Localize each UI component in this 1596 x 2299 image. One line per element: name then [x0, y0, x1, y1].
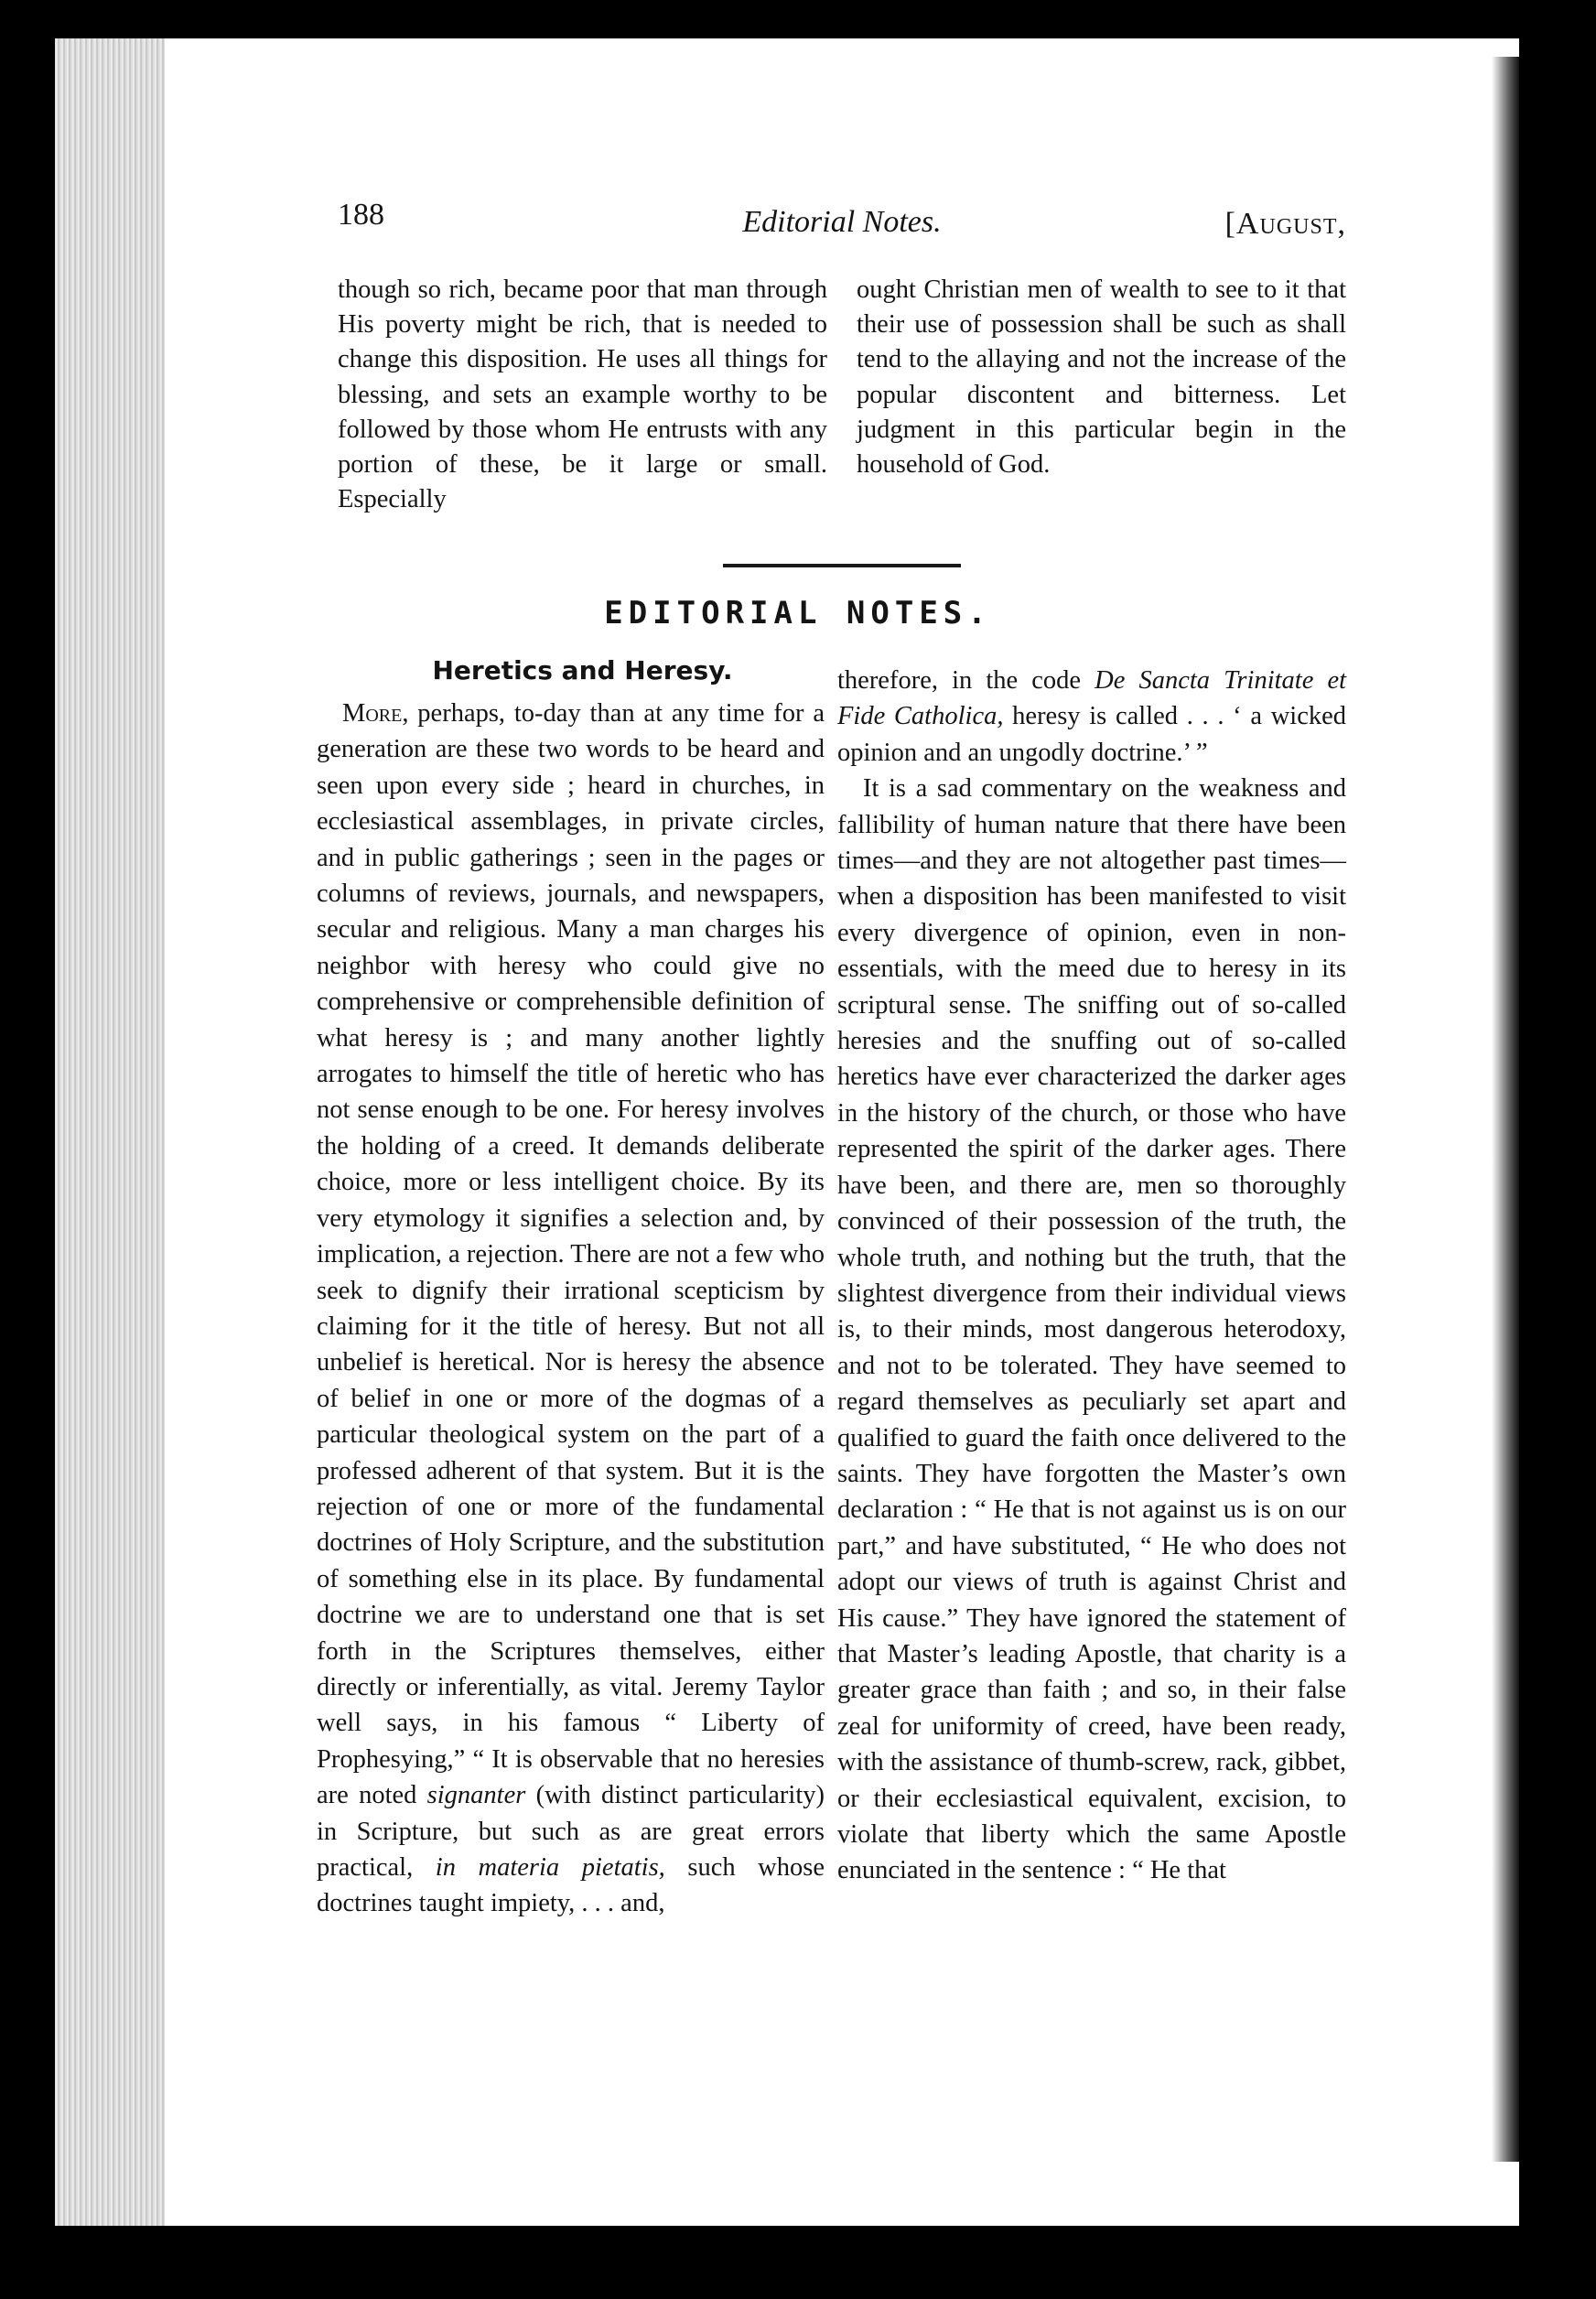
- left-italic-2: in materia pietatis,: [435, 1853, 665, 1882]
- article-right-column: [837, 663, 1346, 1889]
- article-title: Heretics and Heresy.: [432, 655, 733, 685]
- running-head: [338, 192, 1346, 247]
- right-italic-1: De Sancta Trinitate et Fide Catholica,: [837, 666, 1347, 731]
- top-left-paragraph: though so rich, became poor that man through His poverty might be rich, that is needed to change this disposition. He uses all things for blessing, and sets an example worthy to be followed by those whom He entrusts with any portion of these, be it large or small. Especially: [338, 275, 827, 514]
- top-left-column: [338, 273, 827, 517]
- lead-word: More: [342, 699, 403, 728]
- top-right-column: [857, 273, 1346, 482]
- section-divider: [723, 564, 961, 567]
- article-right-paragraph-1: [837, 663, 1346, 771]
- section-heading: EDITORIAL NOTES.: [604, 595, 992, 631]
- spine-shadow: [1492, 57, 1519, 2162]
- page-number: 188: [338, 198, 384, 232]
- right-text-2: heresy is called . . . ‘ a wicked opinion and an ungodly doctrine.’ ”: [837, 702, 1346, 767]
- right-text-1: therefore, in the code: [837, 666, 1095, 695]
- article-left-column: [317, 696, 825, 1922]
- article-right-paragraph-2: It is a sad commentary on the weakness and fallibility of human nature that there have been times—and they are not altogether past times—when a disposition has been manifested to visit every divergence of opinion, even in non-essentials, with the meed due to heresy in its scriptural sense. The sniffing out of so-called heresies and the snuffing out of so-called heretics have ever characterized the darker ages in the history of the church, or those who have represented the spirit of the darker ages. There have been, and there are, men so thoroughly convinced of their possession of the truth, the whole truth, and nothing but the truth, that the slightest divergence from their individual views is, to their minds, most dangerous heterodoxy, and not to be tolerated. They have seemed to regard themselves as peculiarly set apart and qualified to guard the faith once delivered to the saints. They have forgotten the Master’s own declaration : “ He that is not against us is on our part,” and have substituted, “ He who does not adopt our views of truth is against Christ and His cause.” They have ignored the statement of that Master’s leading Apostle, that charity is a greater grace than faith ; and so, in their false zeal for uniformity of creed, have been ready, with the assistance of thumb-screw, rack, gibbet, or their ecclesiastical equivalent, excision, to violate that liberty which the same Apostle enunciated in the sentence : “ He that: [837, 774, 1346, 1885]
- running-title: Editorial Notes.: [742, 205, 942, 239]
- article-left-paragraph: [317, 696, 825, 1922]
- left-text-1: , perhaps, to-day than at any time for a generation are these two words to be heard and seen upon every side ; heard in churches, in ecclesiastical assemblages, in private circles, and in public gatherings ; seen in the pages or columns of reviews, journals, and newspapers, secular and religious. Many a man charges his neighbor with heresy who could give no comprehensive or comprehensible definition of what heresy is ; and many another lightly arrogates to himself the title of heretic who has not sense enough to be one. For heresy involves the holding of a creed. It demands deliberate choice, more or less intelligent choice. By its very etymology it signifies a selection and, by implication, a rejection. There are not a few who seek to dignify their irrational scepticism by claiming for it the title of heresy. But not all unbelief is heretical. Nor is heresy the absence of belief in one or more of the dogmas of a particular theological system on the part of a professed adherent of that system. But it is the rejection of one or more of the fundamental doctrines of Holy Scripture, and the substitution of something else in its place. By fundamental doctrine we are to understand one that is set forth in the Scriptures themselves, either directly or inferentially, as vital. Jeremy Taylor well says, in his famous “ Liberty of Prophesying,” “ It is observable that no heresies are noted: [317, 699, 825, 1810]
- left-text-3: such whose doctrines taught impiety, . . . and,: [317, 1853, 825, 1918]
- left-text-2: (with distinct particularity) in Scripture, but such as are great errors practical,: [317, 1781, 825, 1882]
- left-italic-1: signanter: [426, 1781, 526, 1810]
- page-edges: [55, 38, 165, 2226]
- top-right-paragraph: ought Christian men of wealth to see to it that their use of possession shall be such as shall tend to the allaying and not the increase of the popular discontent and bitterness. Let judgment in this particular begin in the household of God.: [857, 275, 1346, 480]
- running-month: [August,: [1224, 207, 1346, 241]
